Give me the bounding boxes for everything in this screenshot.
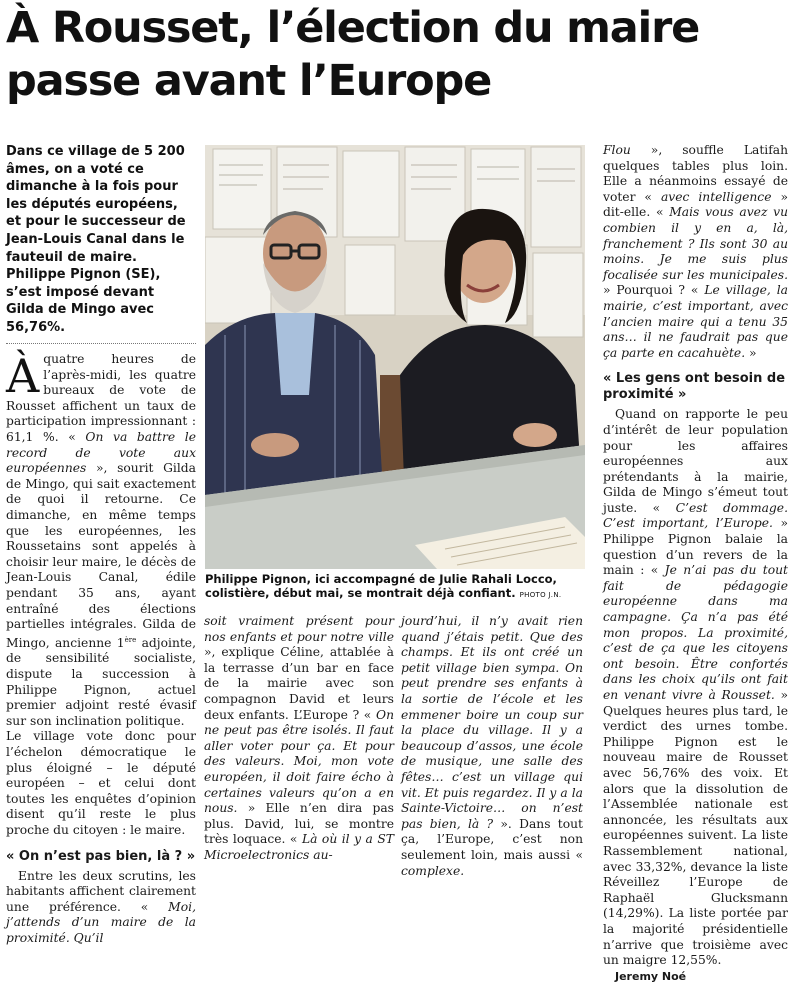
superscript: ère <box>124 635 137 644</box>
text-run: adjointe, de sensibilité socialiste, dispute la succession à Philippe Pignon, actuel premier adjoint resté évasif sur son inclination politique. <box>6 635 196 728</box>
quote-run: Je n’ai pas du tout fait de pédagogie européenne dans ma campagne. Ça n’a pas été mon propos. La proximité, c’est de ça que les citoyens ont besoin. Être confortés dans les choix qu’ils ont fait en venant vivre à Rousset. <box>603 563 788 702</box>
drop-cap: À <box>6 349 40 403</box>
text-run: ». Dans tout ça, l’Europe, c’est non seulement loin, mais aussi « <box>401 816 583 862</box>
text-run: », souffle Latifah quelques tables plus loin. Elle a néanmoins essayé de voter « <box>603 143 788 204</box>
quote-run: Mais vous avez vu combien il y en a, là, franchement ? Ils sont 30 au moins. Je me suis plus focalisée sur les municipales. <box>603 205 789 282</box>
column-4-paragraph-2 <box>603 407 788 968</box>
text-run: » Pourquoi ? « <box>603 283 705 298</box>
quote-run: avec intelligence <box>660 189 772 204</box>
text-run: Quand on rapporte le peu d’intérêt de leur population pour les affaires européennes aux prétendants à la mairie, Gilda de Mingo s’émeut tout juste. « <box>603 407 788 515</box>
text-run: » Philippe Pignon balaie la question d’un revers de la main : « <box>603 516 788 578</box>
lede-divider <box>6 343 196 344</box>
article-column-4 <box>603 143 788 984</box>
column-4-paragraph-1 <box>603 143 788 361</box>
headline-line-1: À Rousset, l’élection du maire <box>6 3 700 53</box>
text-run: », explique Céline, attablée à la terrasse d’un bar en face de la mairie avec son compagnon David et leurs deux enfants. L’Europe ? « <box>204 645 394 722</box>
article-lede: Dans ce village de 5 200 âmes, on a voté ce dimanche à la fois pour les députés européens, et pour le successeur de Jean-Louis Canal dans le fauteuil de maire. Philippe Pignon (SE), s’est imposé devant Gilda de Mingo avec 56,76%. <box>6 144 186 335</box>
headline-line-2: passe avant l’Europe <box>6 56 492 106</box>
text-run: » Quelques heures plus tard, le verdict des urnes tombe. Philippe Pignon est le nouveau maire de Rousset avec 56,76% des voix. Et alors que la dissolution de l’Assemblée nationale est annoncée, les résultats aux européennes suivent. La liste Rassemblement national, avec 33,32%, devance la liste Réveillez l’Europe de Raphaël Glucksmann (14,29%). La liste portée par la majorité présidentielle n’arrive que troisième avec un maigre 12,55%. <box>603 688 788 968</box>
article-column-3 <box>401 614 583 879</box>
text-run: », sourit Gilda de Mingo, qui sait exactement de quoi il retourne. Ce dimanche, en même temps que les européennes, les Roussetains sont appelés à choisir leur maire, le décès de Jean-Louis Canal, édile pendant 35 ans, ayant entraîné des élections partielles intégrales. Gilda de Mingo, ancienne 1 <box>6 461 196 650</box>
quote-run: On ne peut pas être isolés. Il faut aller voter pour ça. Et pour des valeurs. Moi, mon vote européen, il doit faire écho à certaines valeurs qu’on a en nous. <box>204 707 394 816</box>
quote-run: Là où il y a ST Microelectronics au- <box>204 832 394 862</box>
subheading-2: « Les gens ont besoin de proximité » <box>603 371 786 403</box>
article-photo <box>205 145 585 569</box>
quote-run: soit vraiment présent pour nos enfants et pour notre ville <box>204 614 394 644</box>
article-headline <box>6 2 788 108</box>
text-run: Entre les deux scrutins, les habitants affichent clairement une préférence. « <box>6 868 196 914</box>
column-1-paragraph-1 <box>6 349 196 729</box>
author-signature: Jeremy Noé <box>615 969 687 983</box>
text-run: quatre heures de l’après-midi, les quatre bureaux de vote de Rousset affichent un taux de participation impressionnant : 61,1 %. « <box>6 352 196 444</box>
column-1-paragraph-3 <box>6 869 196 947</box>
quote-run: Flou <box>603 143 631 157</box>
photo-illustration <box>205 145 585 569</box>
text-run: » dit-elle. « <box>603 189 788 220</box>
quote-run: On va battre le record de vote aux européennes <box>6 429 196 476</box>
photo-caption <box>205 572 585 602</box>
caption-text: Philippe Pignon, ici accompagné de Julie Rahali Locco, colistière, début mai, se montrait déjà confiant. <box>205 572 557 600</box>
photo-credit: PHOTO J.N. <box>519 591 562 599</box>
quote-run: Le village, la mairie, c’est important, avec l’ancien maire qui a tenu 35 ans… il ne faudrait pas que ça parte en cacahuète. <box>603 283 788 360</box>
article-column-1 <box>6 349 196 946</box>
quote-run: jourd’hui, il n’y avait rien quand j’étais petit. Que des champs. Et ils ont créé un petit village bien sympa. On peut prendre ses enfants à la sortie de l’école et les emmener boire un coup sur la place du village. Il y a beaucoup d’assos, une école de musique, une salle des fêtes… c’est un village qui vit. Et puis regardez. Il y a la Sainte-Victoire… on n’est pas bien, là ? <box>401 614 583 831</box>
subheading-1: « On n’est pas bien, là ? » <box>6 848 196 864</box>
quote-run: complexe. <box>401 863 465 878</box>
article-column-2 <box>204 614 394 864</box>
column-2-paragraph-1 <box>204 614 394 864</box>
quote-run: C’est dommage. C’est important, l’Europe. <box>603 500 788 531</box>
text-run: » Elle n’en dira pas plus. David, lui, se montre très loquace. « <box>204 801 394 847</box>
quote-run: Moi, j’attends d’un maire de la proximité. Qu’il <box>6 899 196 945</box>
column-3-paragraph-1 <box>401 614 583 879</box>
text-run: » <box>745 345 757 360</box>
column-1-paragraph-2: Le village vote donc pour l’échelon démocratique le plus éloigné – le député européen – et celui dont toutes les enquêtes d’opinion disent qu’il reste le plus proche du citoyen : le maire. <box>6 729 196 837</box>
